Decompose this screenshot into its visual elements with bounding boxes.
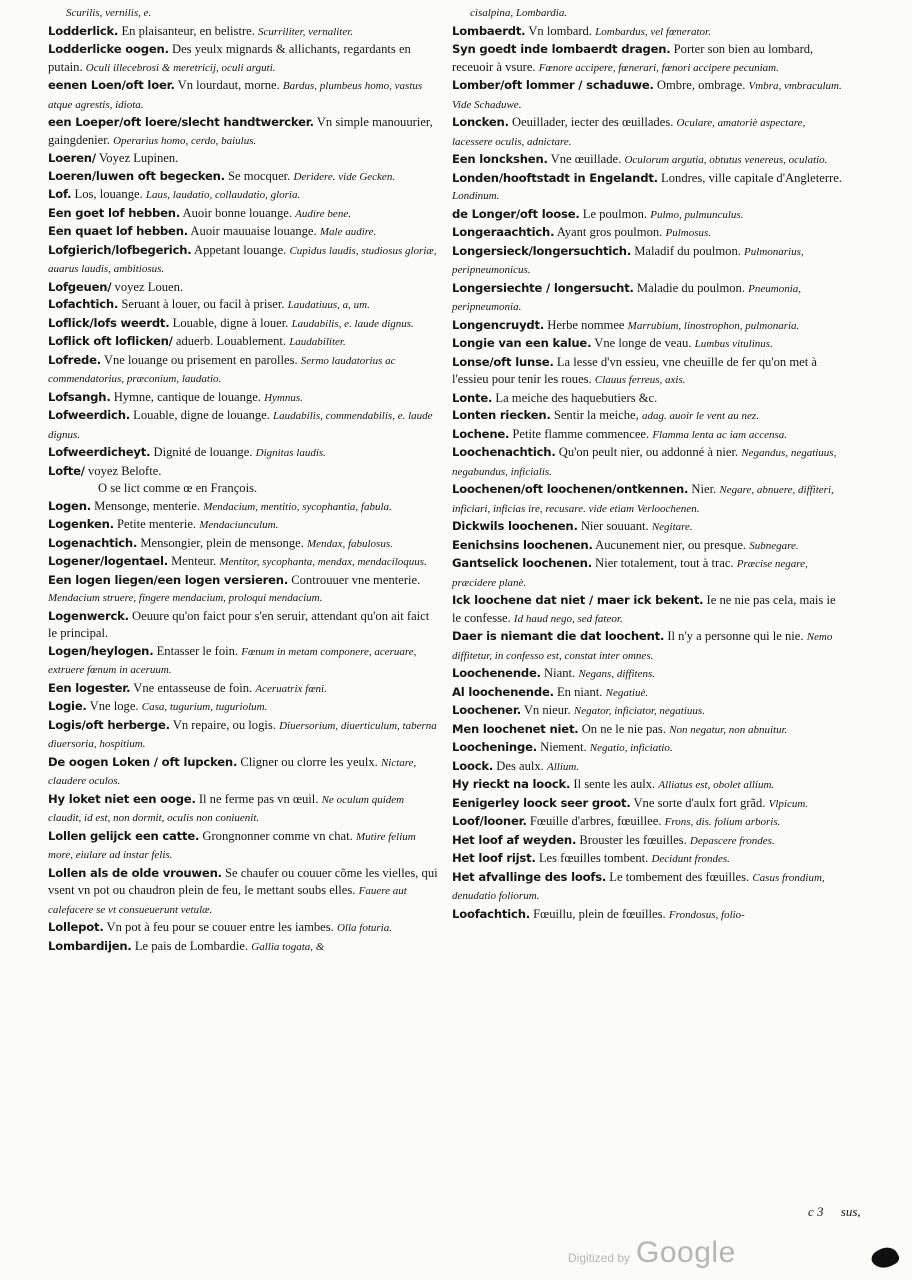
latin-gloss: Diuersorium, diuerticulum, taberna diuersoria, hospitium. xyxy=(48,719,437,750)
french-gloss: Grongnonner comme vn chat. xyxy=(202,828,353,843)
latin-gloss: Pneumonia, peripneumonia. xyxy=(452,282,802,313)
dictionary-entry xyxy=(48,553,440,572)
french-gloss: Le poulmon. xyxy=(582,206,648,221)
latin-gloss: Id haud nego, sed fateor. xyxy=(513,612,623,625)
dictionary-entry xyxy=(48,791,440,828)
latin-gloss: Sermo laudatorius ac commendatorius, præconium, laudatio. xyxy=(48,354,396,385)
latin-gloss: Nemo diffitetur, in confesso est, constat inter omnes. xyxy=(452,631,833,662)
dictionary-entry xyxy=(48,480,440,498)
latin-gloss: Pulmosus. xyxy=(665,227,712,239)
latin-gloss: Marrubium, linostrophon, pulmonaria. xyxy=(627,319,800,332)
headword: de Longer/oft loose. xyxy=(452,206,580,221)
dictionary-entry xyxy=(48,23,440,42)
headword: Logie. xyxy=(48,699,87,713)
french-gloss: Auoir bonne louange. xyxy=(182,205,292,220)
headword: Loncken. xyxy=(452,115,509,129)
headword: Loeren/luwen oft begecken. xyxy=(48,168,225,183)
headword: Logenken. xyxy=(48,517,114,531)
french-gloss: Qu'on peult nier, ou addonné à nier. xyxy=(558,445,739,459)
french-gloss: La meiche des haquebutiers &c. xyxy=(495,390,658,405)
dictionary-entry xyxy=(452,684,844,703)
dictionary-entry xyxy=(48,315,440,334)
latin-gloss: Gallia togata, & xyxy=(251,940,325,953)
latin-gloss: Fauere aut calefacere se vt consueuerunt vetulæ. xyxy=(48,885,407,916)
headword: Lonse/oft lunse. xyxy=(452,354,554,369)
headword: Hy loket niet een ooge. xyxy=(48,791,196,806)
headword: Lonte. xyxy=(452,390,493,405)
french-gloss: Auoir mauuaise louange. xyxy=(190,224,317,238)
latin-gloss: Subnegare. xyxy=(749,539,799,552)
french-gloss: Nier totalement, tout à trac. xyxy=(595,556,734,570)
dictionary-entry xyxy=(48,205,440,224)
dictionary-entry xyxy=(452,280,844,317)
dictionary-entry xyxy=(452,407,844,426)
headword: Longie van een kalue. xyxy=(452,336,592,350)
latin-gloss: Bardus, plumbeus homo, vastus atque agrestis, idiota. xyxy=(48,80,423,111)
dictionary-entry xyxy=(48,352,440,389)
french-gloss: Aucunement nier, ou presque. xyxy=(595,537,747,552)
latin-gloss: Depascere frondes. xyxy=(689,834,775,847)
latin-gloss: Negator, inficiator, negatiuus. xyxy=(573,705,705,717)
page-signature xyxy=(808,1204,861,1220)
latin-gloss: Nictare, claudere oculos. xyxy=(48,756,417,787)
dictionary-entry xyxy=(452,224,844,243)
french-gloss: voyez Louen. xyxy=(114,279,184,294)
latin-gloss: Male audire. xyxy=(319,226,377,238)
dictionary-entry xyxy=(452,77,844,114)
french-gloss: Niement. xyxy=(540,740,587,754)
headword: Loochenachtich. xyxy=(452,445,556,459)
dictionary-entry xyxy=(452,721,844,740)
headword: Logenachtich. xyxy=(48,535,138,550)
headword: Loof/looner. xyxy=(452,814,527,828)
dictionary-entry xyxy=(48,77,440,114)
dictionary-entry xyxy=(452,206,844,225)
french-gloss: Vn lourdaut, morne. xyxy=(177,78,280,92)
latin-gloss: Alliatus est, obolet allium. xyxy=(658,779,775,791)
latin-gloss: Casus frondium, denudatio foliorum. xyxy=(452,871,825,902)
french-gloss: Fœuille d'arbres, fœuillee. xyxy=(529,814,662,828)
latin-gloss: Olla foturia. xyxy=(336,922,392,934)
french-gloss: Le tombement des fœuilles. xyxy=(609,869,750,884)
headword: Het afvallinge des loofs. xyxy=(452,869,607,884)
latin-gloss: Negitare. xyxy=(651,521,693,533)
french-gloss: Vn nieur. xyxy=(523,703,571,717)
dictionary-entry xyxy=(452,4,844,23)
headword: Lofsangh. xyxy=(48,389,111,404)
dictionary-entry xyxy=(452,555,844,592)
french-gloss: Cligner ou clorre les yeulx. xyxy=(240,754,378,769)
french-gloss: Louable, digne de louange. xyxy=(133,408,270,422)
french-gloss: aduerb. Louablement. xyxy=(175,334,287,348)
french-gloss: Voyez Lupinen. xyxy=(98,151,179,165)
headword: Gantselick loochenen. xyxy=(452,556,592,570)
french-gloss: Nier. xyxy=(691,482,717,496)
headword: Longencruydt. xyxy=(452,317,545,332)
headword: Loock. xyxy=(452,758,494,773)
section-note: O se lict comme œ en François. xyxy=(98,481,258,495)
latin-gloss: Mendacium struere, fingere mendacium, proloqui mendacium. xyxy=(48,592,323,604)
dictionary-entry xyxy=(48,463,440,481)
french-gloss: Vne sorte d'aulx fort grãd. xyxy=(633,795,766,810)
latin-gloss: Flamma lenta ac iam accensa. xyxy=(652,428,788,441)
headword: Men loochenet niet. xyxy=(452,721,579,736)
headword: Ick loochene dat niet / maer ick bekent. xyxy=(452,593,704,607)
french-gloss: Vne longe de veau. xyxy=(594,336,692,350)
headword: Loflick/lofs weerdt. xyxy=(48,315,170,330)
french-gloss: Nier souuant. xyxy=(580,519,649,533)
french-gloss: Los, louange. xyxy=(74,187,143,201)
french-gloss: Se mocquer. xyxy=(228,168,291,183)
headword: Loflick oft loflicken/ xyxy=(48,334,173,348)
dictionary-entry xyxy=(452,850,844,869)
continued-latin: Scurilis, vernilis, e. xyxy=(66,7,152,19)
latin-gloss: Fœnore accipere, fœnerari, fœnori accipere pecuniam. xyxy=(538,61,779,74)
dictionary-entry xyxy=(48,444,440,463)
dictionary-entry xyxy=(452,795,844,814)
latin-gloss: Laudabilis, commendabilis, e. laude dignus. xyxy=(48,410,433,441)
dictionary-entry xyxy=(48,535,440,554)
watermark-small-text: Digitized by xyxy=(568,1251,631,1265)
headword: Longersiechte / longersucht. xyxy=(452,280,634,295)
dictionary-entry xyxy=(48,698,440,717)
french-gloss: Il n'y a personne qui le nie. xyxy=(667,629,804,643)
french-gloss: Niant. xyxy=(544,666,576,680)
french-gloss: On ne le nie pas. xyxy=(581,721,666,736)
latin-gloss: Pulmonarius, peripneumonicus. xyxy=(452,245,804,276)
headword: Lofte/ xyxy=(48,463,85,478)
dictionary-entry xyxy=(48,114,440,150)
french-gloss: Londres, ville capitale d'Angleterre. xyxy=(661,170,842,185)
dictionary-entry xyxy=(452,243,844,280)
headword: De oogen Loken / oft lupcken. xyxy=(48,754,238,769)
french-gloss: Se chaufer ou couuer cõme les vielles, qui vsent vn pot ou chaudron plein de feu, le mettant soubs elles. xyxy=(48,865,438,897)
french-gloss: Dignité de louange. xyxy=(153,445,253,459)
french-gloss: Vne œuillade. xyxy=(550,152,622,166)
headword: Een goet lof hebben. xyxy=(48,205,181,220)
headword: Loochenen/oft loochenen/ontkennen. xyxy=(452,482,689,496)
french-gloss: Les fœuilles tombent. xyxy=(538,851,649,865)
french-gloss: Il ne ferme pas vn œuil. xyxy=(198,791,319,806)
french-gloss: En niant. xyxy=(556,684,603,699)
french-gloss: Ayant gros poulmon. xyxy=(556,225,663,239)
headword: Loochener. xyxy=(452,703,521,717)
latin-gloss: Audire bene. xyxy=(295,207,351,220)
french-gloss: Petite flamme commencee. xyxy=(512,426,650,441)
dictionary-entry xyxy=(452,481,844,518)
dictionary-entry xyxy=(48,865,440,920)
dictionary-entry xyxy=(452,390,844,408)
latin-gloss: Negatiuè. xyxy=(605,686,649,699)
headword: Logen. xyxy=(48,498,91,513)
latin-gloss: Mentitor, sycophanta, mendax, mendaciloquus. xyxy=(219,556,427,568)
french-gloss: Herbe nommee xyxy=(547,317,625,332)
dictionary-entry xyxy=(452,813,844,832)
french-gloss: voyez Belofte. xyxy=(88,463,162,478)
latin-gloss: Fœnum in metam componere, aceruare, extruere fœnum in aceruum. xyxy=(48,645,417,676)
headword: Lombaerdt. xyxy=(452,23,526,38)
headword: Longeraachtich. xyxy=(452,225,555,239)
headword: Dickwils loochenen. xyxy=(452,519,578,533)
dictionary-entry xyxy=(452,758,844,777)
ink-blot-icon xyxy=(869,1243,901,1273)
catchword: sus, xyxy=(840,1204,861,1219)
digitized-watermark xyxy=(568,1236,736,1270)
french-gloss: Oeuure qu'on faict pour s'en seruir, attendant qu'on ait faict le principal. xyxy=(48,608,430,640)
latin-gloss: Vmbra, vmbraculum. Vide Schaduwe. xyxy=(452,80,842,111)
dictionary-entry xyxy=(48,4,440,23)
dictionary-entry xyxy=(48,608,440,643)
left-column xyxy=(48,4,440,956)
headword: Lofgeuen/ xyxy=(48,279,112,294)
french-gloss: Ie ne nie pas cela, mais ie le confesse. xyxy=(452,593,836,625)
headword: Syn goedt inde lombaerdt dragen. xyxy=(452,42,671,56)
dictionary-entry xyxy=(452,518,844,537)
french-gloss: Petite menterie. xyxy=(117,517,197,531)
latin-gloss: Mendacium, mentitio, sycophantia, fabula. xyxy=(203,500,392,513)
headword: Daer is niemant die dat loochent. xyxy=(452,629,665,643)
french-gloss: Vne louange ou prisement en parolles. xyxy=(103,352,298,367)
latin-gloss: Laudabiliter. xyxy=(289,336,346,348)
signature-mark: c 3 xyxy=(808,1204,824,1219)
latin-gloss: Allium. xyxy=(547,760,580,773)
headword: Hy rieckt na loock. xyxy=(452,777,571,791)
dictionary-entry xyxy=(452,426,844,445)
dictionary-entry xyxy=(48,572,440,608)
french-gloss: Vn repaire, ou logis. xyxy=(172,717,276,732)
dictionary-entry xyxy=(452,537,844,556)
dictionary-entry xyxy=(452,776,844,795)
headword: Een logen liegen/een logen versieren. xyxy=(48,572,289,587)
latin-gloss: Laudabilis, e. laude dignus. xyxy=(291,317,414,330)
french-gloss: Sentir la meiche, xyxy=(553,408,639,422)
dictionary-entry xyxy=(48,407,440,444)
dictionary-entry xyxy=(48,643,440,680)
dictionary-entry xyxy=(452,41,844,77)
dictionary-entry xyxy=(48,41,440,77)
dictionary-entry xyxy=(48,333,440,352)
headword: Lof. xyxy=(48,187,72,201)
french-gloss: En plaisanteur, en belistre. xyxy=(121,23,255,38)
latin-gloss: Oculare, amatoriè aspectare, lacessere oculis, adnictare. xyxy=(452,117,806,148)
dictionary-entry xyxy=(452,354,844,390)
dictionary-entry xyxy=(452,444,844,481)
continued-latin: cisalpina, Lombardia. xyxy=(470,7,568,19)
latin-gloss: Mendax, fabulosus. xyxy=(307,537,393,550)
dictionary-entry xyxy=(452,869,844,906)
dictionary-entry xyxy=(48,168,440,187)
latin-gloss: Vlpicum. xyxy=(768,797,809,810)
headword: Het loof rijst. xyxy=(452,851,536,865)
dictionary-entry xyxy=(48,680,440,699)
dictionary-entry xyxy=(48,919,440,938)
dictionary-entry xyxy=(48,754,440,791)
french-gloss: Vne entasseuse de foin. xyxy=(133,680,253,695)
dictionary-entry xyxy=(452,832,844,851)
dictionary-entry xyxy=(48,296,440,315)
french-gloss: Vn simple manouurier, gaingdenier. xyxy=(48,115,433,147)
dictionary-entry xyxy=(452,592,844,628)
headword: Logenwerck. xyxy=(48,608,129,623)
latin-gloss: Laus, laudatio, collaudatio, gloria. xyxy=(145,189,301,201)
dictionary-entry xyxy=(452,702,844,721)
headword: Londen/hooftstadt in Engelandt. xyxy=(452,170,658,185)
latin-gloss: Mendaciunculum. xyxy=(199,519,279,531)
headword: Lombardijen. xyxy=(48,938,132,953)
dictionary-entry xyxy=(48,279,440,297)
french-gloss: Des aulx. xyxy=(496,758,544,773)
dictionary-entry xyxy=(48,938,440,957)
latin-gloss: Decidunt frondes. xyxy=(651,853,730,865)
latin-gloss: Pulmo, pulmunculus. xyxy=(650,208,744,221)
latin-gloss: Operarius homo, cerdo, baiulus. xyxy=(113,134,257,147)
french-gloss: Controuuer vne menterie. xyxy=(291,572,421,587)
latin-gloss: Clauus ferreus, axis. xyxy=(594,374,686,386)
headword: Lomber/oft lommer / schaduwe. xyxy=(452,78,654,92)
french-gloss: Maladif du poulmon. xyxy=(634,243,741,258)
latin-gloss: Ne oculum quidem claudit, id est, non dormit, oculis non coniuenit. xyxy=(48,793,405,824)
headword: Eenichsins loochenen. xyxy=(452,537,593,552)
latin-gloss: Oculorum argutia, obtutus venereus, oculatio. xyxy=(624,154,828,166)
headword: Loocheninge. xyxy=(452,740,537,754)
dictionary-entry xyxy=(48,242,440,279)
dictionary-entry xyxy=(48,223,440,242)
french-gloss: Brouster les fœuilles. xyxy=(579,832,687,847)
dictionary-entry xyxy=(452,114,844,151)
headword: Loofachtich. xyxy=(452,906,530,921)
headword: Lonten riecken. xyxy=(452,408,551,422)
dictionary-entry xyxy=(452,151,844,170)
dictionary-entry xyxy=(48,150,440,168)
french-gloss: Il sente les aulx. xyxy=(573,777,656,791)
latin-gloss: Negare, abnuere, diffiteri, inficiari, inficias ire, recusare. vide etiam Verloochenen. xyxy=(452,484,834,515)
latin-gloss: Negans, diffitens. xyxy=(578,668,656,680)
latin-gloss: Præcise negare, præcidere planè. xyxy=(452,558,808,589)
french-gloss: Vn pot à feu pour se couuer entre les iambes. xyxy=(106,920,334,934)
headword: Lollen als de olde vrouwen. xyxy=(48,865,222,880)
dictionary-entry xyxy=(452,739,844,758)
latin-gloss: Negandus, negatiuus, negabundus, inficialis. xyxy=(452,447,837,478)
dictionary-entry xyxy=(48,717,440,754)
latin-gloss: Lombardus, vel fœnerator. xyxy=(595,25,711,38)
french-gloss: Ombre, ombrage. xyxy=(656,78,746,92)
french-gloss: Mensonge, menterie. xyxy=(94,498,201,513)
latin-gloss: Mutire felium more, eiulare ad instar felis. xyxy=(48,830,416,861)
headword: eenen Loen/oft loer. xyxy=(48,78,175,92)
latin-gloss: Frondosus, folio- xyxy=(668,908,745,921)
latin-gloss: Cupidus laudis, studiosus gloriæ, auarus laudis, ambitiosus. xyxy=(48,244,437,275)
french-gloss: Louable, digne à louer. xyxy=(172,315,289,330)
headword: Het loof af weyden. xyxy=(452,832,577,847)
french-gloss: Entasser le foin. xyxy=(156,643,239,658)
french-gloss: Oeuillader, iecter des œuillades. xyxy=(511,115,674,129)
right-column xyxy=(452,4,844,924)
french-gloss: Fœuillu, plein de fœuilles. xyxy=(533,906,666,921)
headword: Loochenende. xyxy=(452,666,541,680)
french-gloss: Appetant louange. xyxy=(193,242,287,257)
headword: Longersieck/longersuchtich. xyxy=(452,243,632,258)
headword: Lofweerdicheyt. xyxy=(48,445,151,459)
headword: Lollen gelijck een catte. xyxy=(48,828,200,843)
french-gloss: Le pais de Lombardie. xyxy=(134,938,249,953)
french-gloss: Vn lombard. xyxy=(528,23,592,38)
headword: Lofgierich/lofbegerich. xyxy=(48,242,192,257)
dictionary-entry xyxy=(48,516,440,535)
headword: Lofachtich. xyxy=(48,297,119,311)
headword: Een lonckshen. xyxy=(452,152,548,166)
dictionary-entry xyxy=(452,335,844,354)
french-gloss: Vne loge. xyxy=(89,699,139,713)
dictionary-entry xyxy=(452,665,844,684)
headword: een Loeper/oft loere/slecht handtwercker. xyxy=(48,115,314,129)
french-gloss: La lesse d'vn essieu, vne cheuille de fer qu'on met à l'essieu pour tenir les roues. xyxy=(452,354,817,386)
headword: Lofweerdich. xyxy=(48,408,130,422)
dictionary-entry xyxy=(48,389,440,408)
headword: Lofrede. xyxy=(48,352,101,367)
french-gloss: Seruant à louer, ou facil à priser. xyxy=(121,297,285,311)
headword: Lollepot. xyxy=(48,920,104,934)
latin-gloss: Scurriliter, vernaliter. xyxy=(258,25,354,38)
french-gloss: Menteur. xyxy=(171,554,217,568)
latin-gloss: Deridere. vide Gecken. xyxy=(293,170,396,183)
dictionary-entry xyxy=(452,906,844,925)
headword: Lochene. xyxy=(452,426,510,441)
dictionary-entry xyxy=(452,23,844,42)
dictionary-entry xyxy=(48,828,440,865)
headword: Eenigerley loock seer groot. xyxy=(452,795,631,810)
latin-gloss: Non negatur, non abnuitur. xyxy=(669,723,788,736)
headword: Al loochenende. xyxy=(452,684,554,699)
dictionary-entry xyxy=(452,317,844,336)
latin-gloss: Londinum. xyxy=(452,190,500,202)
latin-gloss: Negatio, inficiatio. xyxy=(589,742,673,754)
latin-gloss: Frons, dis. folium arboris. xyxy=(664,816,781,828)
french-gloss: Hymne, cantique de louange. xyxy=(113,389,261,404)
latin-gloss: Aceruatrix fœni. xyxy=(255,682,327,695)
french-gloss: Porter son bien au lombard, receuoir à vsure. xyxy=(452,42,814,74)
french-gloss: Maladie du poulmon. xyxy=(636,280,746,295)
dictionary-entry xyxy=(48,186,440,205)
latin-gloss: Hymnus. xyxy=(264,391,303,404)
headword: Een quaet lof hebben. xyxy=(48,224,188,238)
dictionary-entry xyxy=(48,498,440,517)
google-logo: Google xyxy=(636,1236,736,1269)
latin-gloss: Lumbus vitulinus. xyxy=(694,338,773,350)
headword: Logener/logentael. xyxy=(48,554,168,568)
latin-gloss: Laudatiuus, a, um. xyxy=(287,299,370,311)
headword: Logen/heylogen. xyxy=(48,643,154,658)
latin-gloss: adag. auoir le vent au nez. xyxy=(641,410,759,422)
headword: Loeren/ xyxy=(48,151,96,165)
latin-gloss: Casa, tugurium, tuguriolum. xyxy=(141,701,268,713)
dictionary-entry xyxy=(452,628,844,665)
headword: Logis/oft herberge. xyxy=(48,717,170,732)
french-gloss: Mensongier, plein de mensonge. xyxy=(140,535,304,550)
headword: Lodderlick. xyxy=(48,23,119,38)
latin-gloss: Oculi illecebrosi & meretricij, oculi arguti. xyxy=(85,61,276,74)
headword: Lodderlicke oogen. xyxy=(48,42,169,56)
french-gloss: Des yeulx mignards & allichants, regardants en putain. xyxy=(48,42,411,74)
headword: Een logester. xyxy=(48,680,131,695)
dictionary-entry xyxy=(452,170,844,206)
latin-gloss: Dignitas laudis. xyxy=(255,447,326,459)
